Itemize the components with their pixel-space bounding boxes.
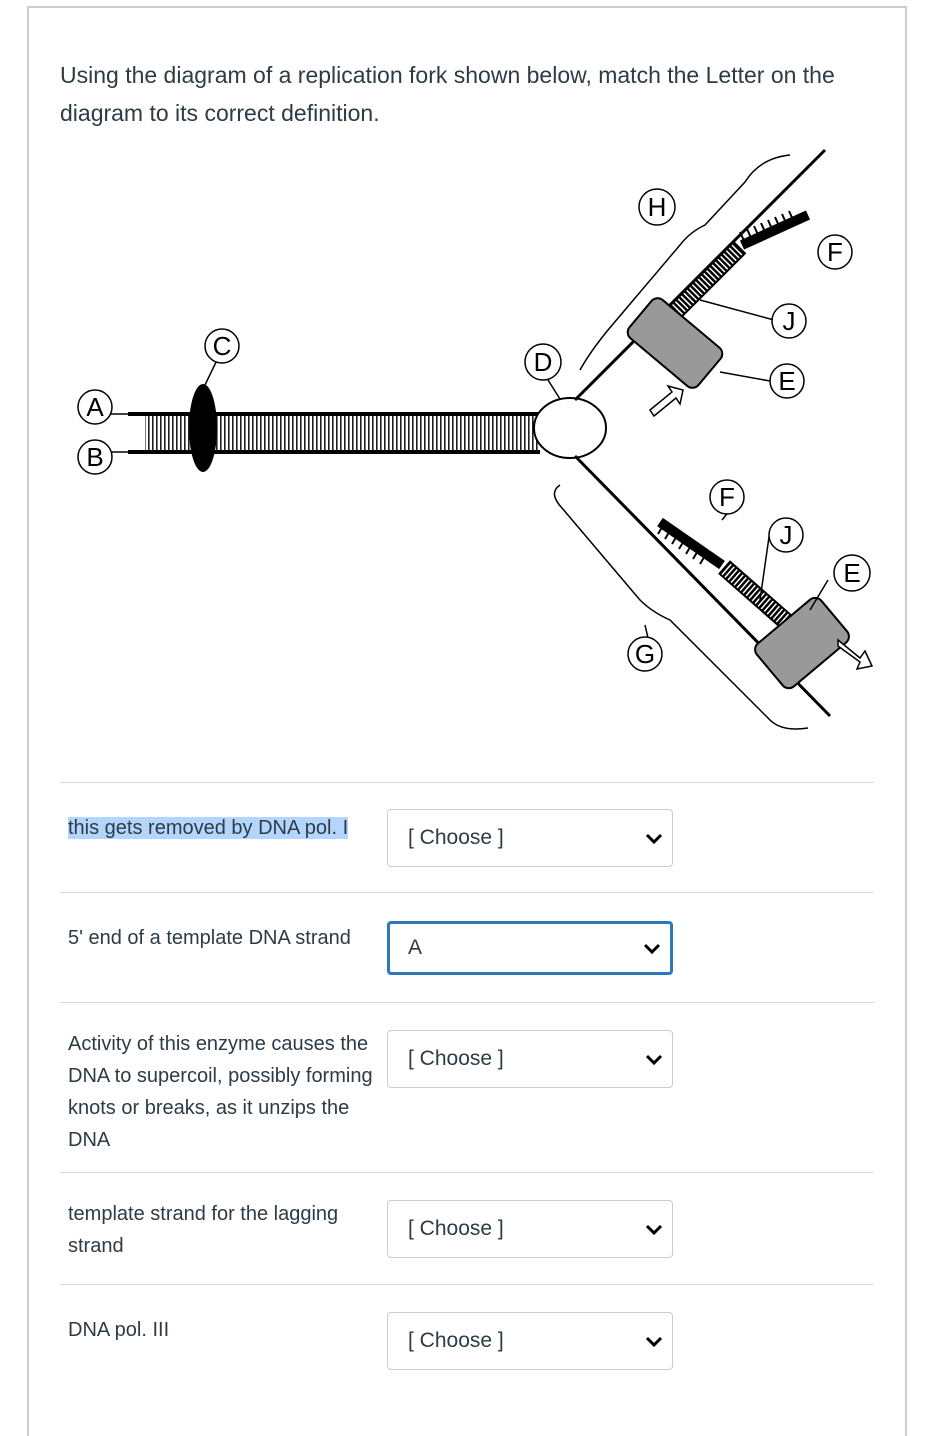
svg-text:H: H: [647, 192, 667, 222]
chevron-down-icon: [644, 1331, 664, 1351]
match-row-5-label: DNA pol. III: [68, 1319, 170, 1341]
label-j-bottom: [769, 518, 803, 552]
select-value: [ Choose ]: [408, 826, 504, 849]
match-row-1-label: this gets removed by DNA pol. I: [68, 817, 349, 839]
label-f-top: [818, 235, 852, 269]
match-row-3-label: Activity of this enzyme causes the DNA to supercoil, possibly forming knots or breaks, as it unzips the DNA: [68, 1033, 373, 1151]
polymerase-upper-shape: [624, 295, 725, 391]
svg-text:E: E: [778, 366, 796, 396]
match-row-2-label: 5' end of a template DNA strand: [68, 927, 351, 949]
svg-text:F: F: [719, 482, 735, 512]
svg-text:E: E: [843, 558, 861, 588]
label-e-bottom: [834, 555, 870, 591]
svg-text:G: G: [634, 639, 656, 669]
label-j-top: [772, 304, 806, 338]
helicase-d-shape: [534, 398, 606, 458]
svg-text:B: B: [86, 442, 104, 472]
divider: [60, 782, 874, 783]
match-row-1-select[interactable]: [387, 809, 673, 867]
match-row-3-select[interactable]: [387, 1030, 673, 1088]
label-e-top: [770, 364, 804, 398]
question-text: Using the diagram of a replication fork shown below, match the Letter on the diagram to its correct definition.: [60, 62, 835, 126]
select-value: [ Choose ]: [408, 1329, 504, 1352]
chevron-down-icon: [644, 1219, 664, 1239]
divider: [60, 1284, 874, 1285]
chevron-down-icon: [644, 1049, 664, 1069]
svg-text:A: A: [86, 392, 104, 422]
match-row-4-select[interactable]: [387, 1200, 673, 1258]
divider: [60, 1002, 874, 1003]
svg-text:J: J: [779, 520, 793, 550]
chevron-down-icon: [642, 938, 662, 958]
label-d: [525, 344, 561, 380]
label-a: [78, 390, 112, 424]
chevron-down-icon: [644, 828, 664, 848]
label-h: [639, 189, 675, 225]
label-g: [628, 637, 662, 671]
label-b: [78, 440, 112, 474]
match-row-2-select[interactable]: [387, 921, 673, 975]
replication-fork-diagram: [60, 140, 880, 750]
select-value: A: [408, 936, 423, 959]
svg-text:C: C: [212, 331, 232, 361]
svg-text:D: D: [533, 347, 553, 377]
select-value: [ Choose ]: [408, 1217, 504, 1240]
label-f-bottom: [710, 480, 744, 514]
match-row-4-label: template strand for the lagging strand: [68, 1203, 339, 1257]
svg-text:F: F: [827, 237, 843, 267]
match-row-5-select[interactable]: [387, 1312, 673, 1370]
protein-c-shape: [189, 384, 217, 472]
label-c: [205, 329, 239, 363]
svg-text:J: J: [782, 306, 796, 336]
divider: [60, 1172, 874, 1173]
select-value: [ Choose ]: [408, 1047, 504, 1070]
divider: [60, 892, 874, 893]
